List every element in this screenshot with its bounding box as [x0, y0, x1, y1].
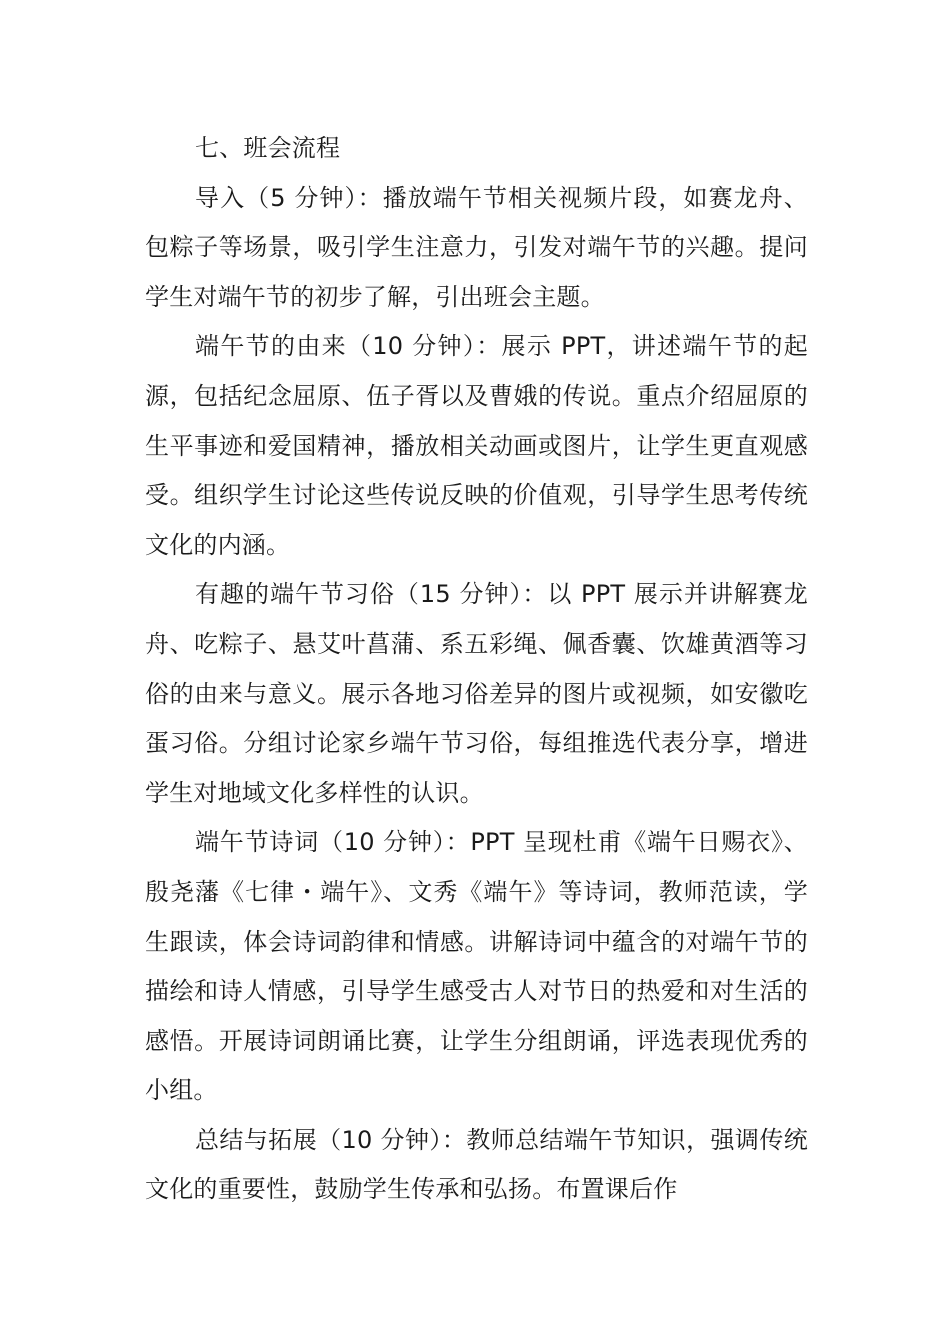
section-heading: 七、班会流程 — [195, 134, 341, 162]
paragraph-poetry: 端午节诗词（10 分钟）：PPT 呈现杜甫《端午日赐衣》、殷尧藩《七律・端午》、文秀《端午》等诗词，教师范读，学生跟读，体会诗词韵律和情感。讲解诗词中蕴含的对端午节的描绘和诗人情感，引导学生感受古人对节日的热爱和对生活的感悟。开展诗词朗诵比赛，让学生分组朗诵，评选表现优秀的小组。 — [145, 828, 808, 1105]
paragraph-summary: 总结与拓展（10 分钟）：教师总结端午节知识，强调传统文化的重要性，鼓励学生传承和弘扬。布置课后作 — [145, 1125, 808, 1204]
paragraph-intro: 导入（5 分钟）：播放端午节相关视频片段，如赛龙舟、包粽子等场景，吸引学生注意力，引发对端午节的兴趣。提问学生对端午节的初步了解，引出班会主题。 — [145, 183, 808, 311]
paragraph-origin: 端午节的由来（10 分钟）：展示 PPT，讲述端午节的起源，包括纪念屈原、伍子胥以及曹娥的传说。重点介绍屈原的生平事迹和爱国精神，播放相关动画或图片，让学生更直观感受。组织学生讨论这些传说反映的价值观，引导学生思考传统文化的内涵。 — [145, 332, 808, 559]
document-body — [145, 124, 808, 1215]
paragraph-customs: 有趣的端午节习俗（15 分钟）：以 PPT 展示并讲解赛龙舟、吃粽子、悬艾叶菖蒲、系五彩绳、佩香囊、饮雄黄酒等习俗的由来与意义。展示各地习俗差异的图片或视频，如安徽吃蛋习俗。分组讨论家乡端午节习俗，每组推选代表分享，增进学生对地域文化多样性的认识。 — [145, 580, 808, 807]
